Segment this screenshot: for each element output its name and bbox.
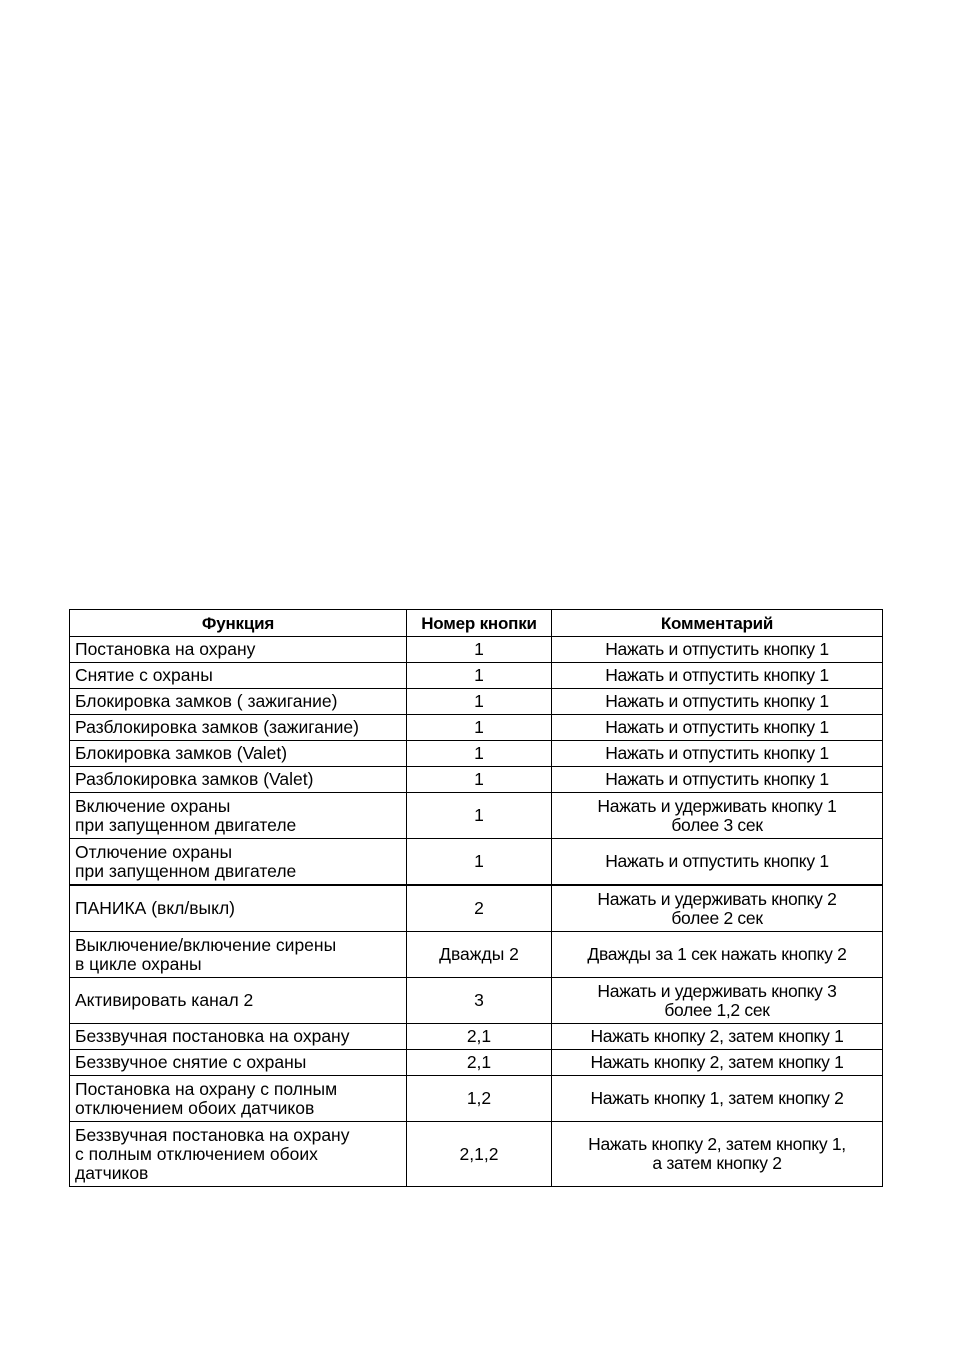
table-row bbox=[70, 767, 883, 793]
comment-cell: Нажать и отпустить кнопку 1 bbox=[552, 689, 883, 715]
table-row bbox=[70, 663, 883, 689]
function-cell: ПАНИКА (вкл/выкл) bbox=[70, 885, 407, 932]
comment-cell: Нажать и отпустить кнопку 1 bbox=[552, 715, 883, 741]
button-number-cell: 1 bbox=[407, 663, 552, 689]
button-number-cell: Дважды 2 bbox=[407, 932, 552, 978]
function-cell: Блокировка замков ( зажигание) bbox=[70, 689, 407, 715]
table-row bbox=[70, 741, 883, 767]
function-cell: Беззвучная постановка на охрану с полным отключением обоих датчиков bbox=[70, 1122, 407, 1187]
button-number-cell: 1 bbox=[407, 715, 552, 741]
functions-table bbox=[69, 609, 883, 1187]
comment-cell: Нажать кнопку 2, затем кнопку 1, а затем кнопку 2 bbox=[552, 1122, 883, 1187]
comment-cell: Нажать и отпустить кнопку 1 bbox=[552, 637, 883, 663]
function-cell: Активировать канал 2 bbox=[70, 978, 407, 1024]
button-number-cell: 2,1 bbox=[407, 1024, 552, 1050]
comment-cell: Нажать кнопку 1, затем кнопку 2 bbox=[552, 1076, 883, 1122]
function-cell: Снятие с охраны bbox=[70, 663, 407, 689]
button-number-cell: 1 bbox=[407, 637, 552, 663]
button-number-cell: 3 bbox=[407, 978, 552, 1024]
table-row bbox=[70, 689, 883, 715]
function-cell: Разблокировка замков (Valet) bbox=[70, 767, 407, 793]
function-cell: Блокировка замков (Valet) bbox=[70, 741, 407, 767]
table-row bbox=[70, 839, 883, 886]
button-number-cell: 1 bbox=[407, 793, 552, 839]
button-number-cell: 1 bbox=[407, 839, 552, 886]
comment-cell: Нажать и отпустить кнопку 1 bbox=[552, 663, 883, 689]
comment-cell: Нажать и отпустить кнопку 1 bbox=[552, 839, 883, 886]
comment-cell: Нажать и удерживать кнопку 2 более 2 сек bbox=[552, 885, 883, 932]
button-number-cell: 1 bbox=[407, 767, 552, 793]
function-cell: Включение охраны при запущенном двигателе bbox=[70, 793, 407, 839]
button-number-cell: 1 bbox=[407, 741, 552, 767]
table-row bbox=[70, 1122, 883, 1187]
button-number-cell: 2,1 bbox=[407, 1050, 552, 1076]
comment-cell: Нажать и удерживать кнопку 1 более 3 сек bbox=[552, 793, 883, 839]
header-button-number: Номер кнопки bbox=[407, 610, 552, 637]
button-number-cell: 2,1,2 bbox=[407, 1122, 552, 1187]
table-row bbox=[70, 1024, 883, 1050]
table-row bbox=[70, 637, 883, 663]
comment-cell: Нажать и отпустить кнопку 1 bbox=[552, 767, 883, 793]
function-cell: Разблокировка замков (зажигание) bbox=[70, 715, 407, 741]
comment-cell: Нажать кнопку 2, затем кнопку 1 bbox=[552, 1024, 883, 1050]
comment-cell: Нажать кнопку 2, затем кнопку 1 bbox=[552, 1050, 883, 1076]
comment-cell: Нажать и отпустить кнопку 1 bbox=[552, 741, 883, 767]
function-cell: Беззвучное снятие с охраны bbox=[70, 1050, 407, 1076]
table-row bbox=[70, 715, 883, 741]
function-cell: Беззвучная постановка на охрану bbox=[70, 1024, 407, 1050]
header-function: Функция bbox=[70, 610, 407, 637]
comment-cell: Нажать и удерживать кнопку 3 более 1,2 сек bbox=[552, 978, 883, 1024]
function-cell: Постановка на охрану с полным отключением обоих датчиков bbox=[70, 1076, 407, 1122]
function-cell: Отлючение охраны при запущенном двигателе bbox=[70, 839, 407, 886]
button-number-cell: 1,2 bbox=[407, 1076, 552, 1122]
button-number-cell: 2 bbox=[407, 885, 552, 932]
function-cell: Постановка на охрану bbox=[70, 637, 407, 663]
table-row bbox=[70, 885, 883, 932]
table-row bbox=[70, 793, 883, 839]
table-row bbox=[70, 1076, 883, 1122]
table-header-row bbox=[70, 610, 883, 637]
button-number-cell: 1 bbox=[407, 689, 552, 715]
comment-cell: Дважды за 1 сек нажать кнопку 2 bbox=[552, 932, 883, 978]
table-row bbox=[70, 978, 883, 1024]
header-comment: Комментарий bbox=[552, 610, 883, 637]
table-row bbox=[70, 1050, 883, 1076]
function-cell: Выключение/включение сирены в цикле охраны bbox=[70, 932, 407, 978]
table-row bbox=[70, 932, 883, 978]
